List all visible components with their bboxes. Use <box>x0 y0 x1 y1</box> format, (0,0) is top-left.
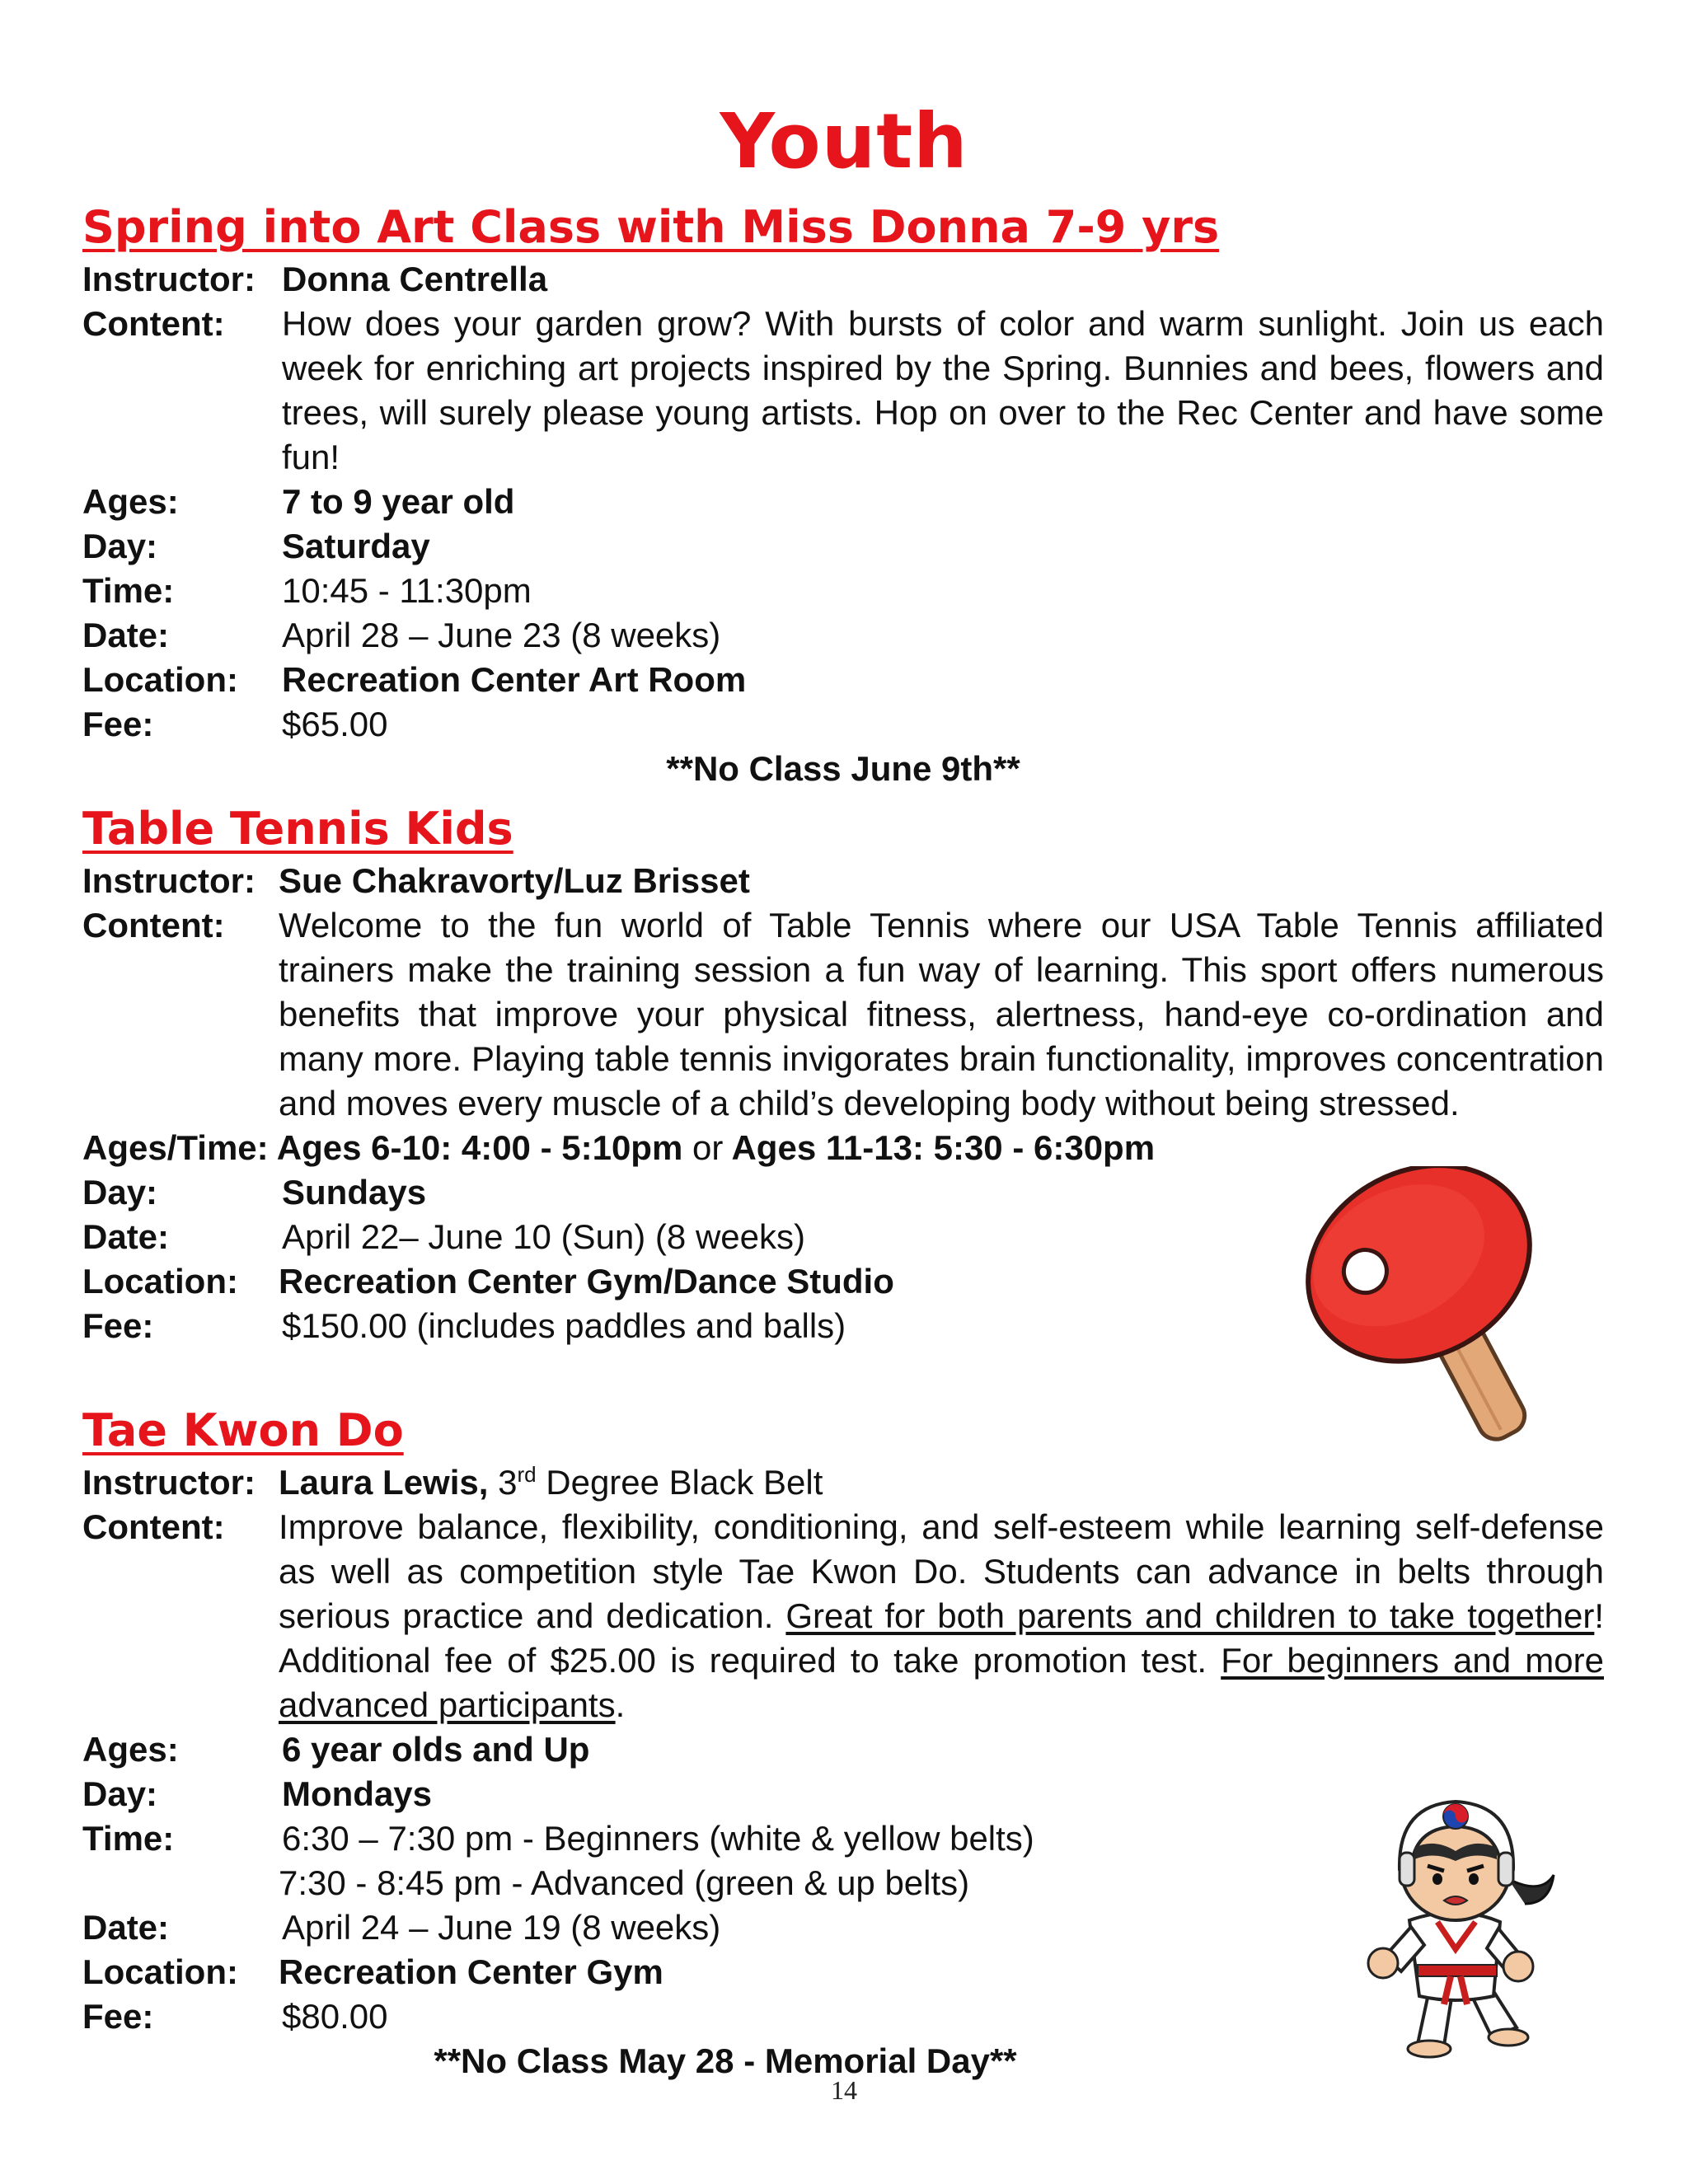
art-fee-value: $65.00 <box>282 705 388 743</box>
page-number: 14 <box>831 2075 857 2105</box>
art-location-label: Location: <box>82 660 238 699</box>
tkd-fee-value: $80.00 <box>282 1997 388 2036</box>
art-location-row <box>82 658 1604 702</box>
tennis-location-value: Recreation Center Gym/Dance Studio <box>279 1262 894 1301</box>
tkd-time-spacer <box>82 1861 279 1905</box>
table-tennis-title: Table Tennis Kids <box>82 803 513 855</box>
art-instructor-row <box>82 257 1604 302</box>
tennis-instructor-label: Instructor: <box>82 861 256 900</box>
art-fee-row <box>82 702 1604 747</box>
art-class-title: Spring into Art Class with Miss Donna 7-9 yrs <box>82 201 1220 253</box>
art-date-value: April 28 – June 23 (8 weeks) <box>282 616 721 654</box>
tkd-content-part3: . <box>615 1685 626 1724</box>
art-ages-label: Ages: <box>82 482 179 521</box>
tennis-content-row <box>82 903 1604 1126</box>
art-class-section <box>82 198 1604 791</box>
tkd-date-label: Date: <box>82 1908 170 1947</box>
art-instructor-label: Instructor: <box>82 260 256 298</box>
art-day-row <box>82 524 1604 569</box>
tennis-agestime-row <box>82 1126 1604 1170</box>
tkd-ages-label: Ages: <box>82 1730 179 1769</box>
tennis-agestime-or: or <box>692 1128 724 1167</box>
tkd-day-value: Mondays <box>282 1774 433 1813</box>
tkd-content-value <box>279 1505 1604 1727</box>
art-ages-value: 7 to 9 year old <box>282 482 515 521</box>
tkd-location-label: Location: <box>82 1952 238 1991</box>
tkd-instructor-row <box>82 1460 1604 1505</box>
tkd-day-label: Day: <box>82 1774 158 1813</box>
tennis-content-label: Content: <box>82 906 225 944</box>
tkd-time-value-2: 7:30 - 8:45 pm - Advanced (green & up belts) <box>279 1863 970 1902</box>
art-date-label: Date: <box>82 616 170 654</box>
tennis-date-label: Date: <box>82 1217 170 1256</box>
art-day-label: Day: <box>82 527 158 565</box>
tennis-fee-label: Fee: <box>82 1306 154 1345</box>
art-day-value: Saturday <box>282 527 430 565</box>
art-content-value: How does your garden grow? With bursts of color and warm sunlight. Join us each week for enriching art projects inspired by the Spring. Bunnies and bees, flowers and trees, will surely please young artists. Hop on over to the Rec Center and have some fun! <box>282 304 1604 476</box>
art-content-label: Content: <box>82 304 225 343</box>
tkd-degree-num: 3 <box>498 1463 518 1502</box>
tennis-location-label: Location: <box>82 1262 238 1301</box>
tkd-content-underline1: Great for both parents and children to take together <box>785 1596 1595 1635</box>
tkd-degree-sup: rd <box>517 1462 537 1487</box>
art-instructor-value: Donna Centrella <box>282 260 548 298</box>
art-ages-row <box>82 480 1604 524</box>
tkd-content-part2: ! Additional fee of $25.00 is required to take promotion test. <box>279 1596 1604 1680</box>
tennis-instructor-row <box>82 859 1604 903</box>
tkd-location-value: Recreation Center Gym <box>279 1952 663 1991</box>
art-fee-label: Fee: <box>82 705 154 743</box>
art-time-value: 10:45 - 11:30pm <box>282 571 532 610</box>
tkd-content-underline2: For beginners and more advanced participants <box>279 1641 1604 1724</box>
tkd-date-value: April 24 – June 19 (8 weeks) <box>282 1908 721 1947</box>
tennis-content-value: Welcome to the fun world of Table Tennis where our USA Table Tennis affiliated trainers make the training session a fun way of learning. This sport offers numerous benefits that improve your physical fitness, alertness, hand-eye co-ordination and many more. Playing table tennis invigorates brain functionality, improves concentration and moves every muscle of a child’s developing body without being stressed. <box>279 906 1604 1122</box>
art-time-label: Time: <box>82 571 175 610</box>
page-title: Youth <box>720 97 968 185</box>
tkd-fee-label: Fee: <box>82 1997 154 2036</box>
tkd-content-label: Content: <box>82 1507 225 1546</box>
tkd-instructor-label: Instructor: <box>82 1463 256 1502</box>
tkd-no-class-note: **No Class May 28 - Memorial Day** <box>434 2041 1017 2080</box>
tennis-agestime-label: Ages/Time: <box>82 1128 269 1167</box>
art-location-value: Recreation Center Art Room <box>282 660 747 699</box>
tkd-ages-row <box>82 1727 1604 1772</box>
tae-kwon-do-title: Tae Kwon Do <box>82 1404 404 1456</box>
taekwondo-kid-icon <box>1352 1780 1566 2060</box>
art-date-row <box>82 613 1604 658</box>
tennis-day-value: Sundays <box>282 1173 427 1212</box>
tkd-content-part1: Improve balance, flexibility, conditioning, and self-esteem while learning self-defense as well as competition style Tae Kwon Do. Students can advance in belts through serious practice and dedication. <box>279 1507 1604 1635</box>
tennis-instructor-value: Sue Chakravorty/Luz Brisset <box>279 861 750 900</box>
art-content-row <box>82 302 1604 480</box>
tkd-degree-rest: Degree Black Belt <box>546 1463 823 1502</box>
art-no-class-note: **No Class June 9th** <box>666 749 1020 788</box>
tennis-fee-value: $150.00 (includes paddles and balls) <box>282 1306 846 1345</box>
tkd-instructor-name: Laura Lewis, <box>279 1463 489 1502</box>
tennis-date-value: April 22– June 10 (Sun) (8 weeks) <box>282 1217 805 1256</box>
tennis-agestime-b: Ages 11-13: 5:30 - 6:30pm <box>731 1128 1156 1167</box>
art-time-row <box>82 569 1604 613</box>
tkd-content-row <box>82 1505 1604 1727</box>
tennis-day-label: Day: <box>82 1173 158 1212</box>
tkd-time-value-1: 6:30 – 7:30 pm - Beginners (white & yellow belts) <box>282 1819 1034 1858</box>
tkd-ages-value: 6 year olds and Up <box>282 1730 590 1769</box>
tkd-time-label: Time: <box>82 1819 175 1858</box>
tennis-agestime-a: Ages 6-10: 4:00 - 5:10pm <box>276 1128 683 1167</box>
